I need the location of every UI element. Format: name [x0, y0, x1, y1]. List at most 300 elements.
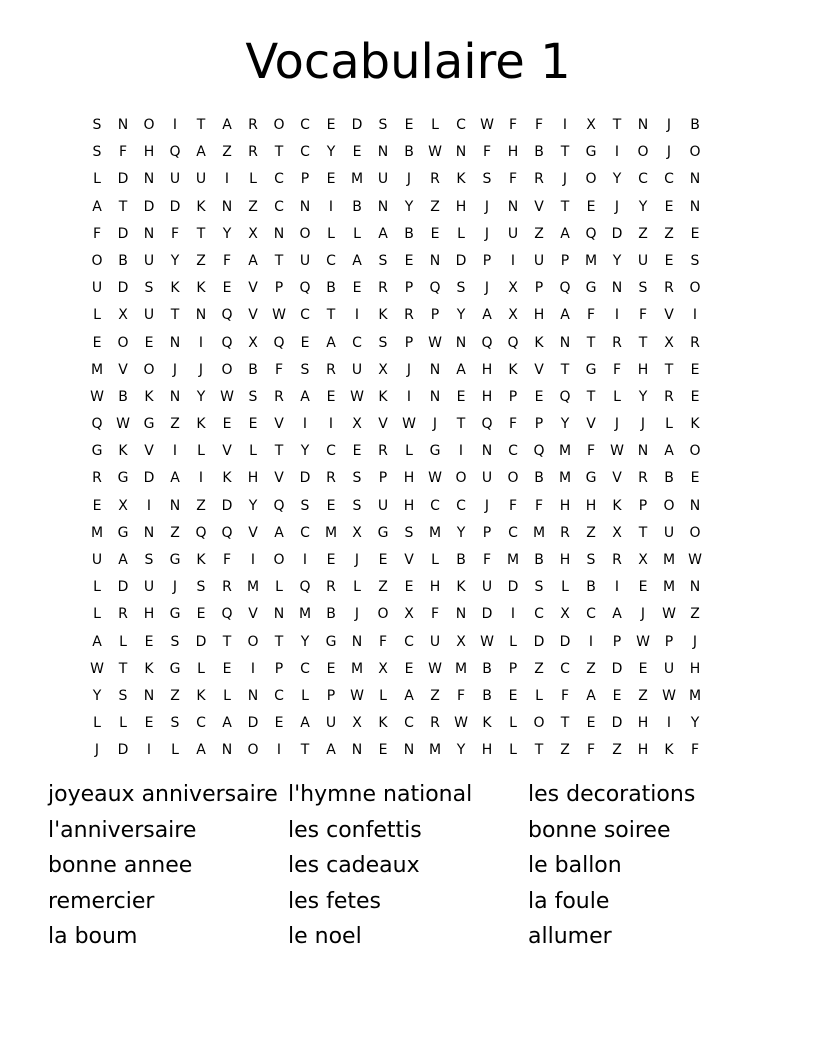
grid-letter: Z [196, 252, 206, 269]
grid-letter: A [326, 742, 336, 759]
grid-letter: M [506, 552, 520, 568]
grid-letter: F [378, 633, 388, 650]
grid-letter: M [324, 524, 338, 541]
grid-letter: E [690, 225, 700, 242]
grid-letter: O [637, 144, 649, 161]
grid-letter: W [454, 715, 468, 732]
grid-letter: Y [560, 416, 570, 433]
grid-letter: K [196, 552, 206, 568]
grid-letter: W [428, 660, 442, 677]
grid-letter: D [455, 252, 467, 269]
grid-letter: S [534, 579, 544, 596]
grid-letter: M [298, 606, 312, 623]
grid-letter: A [352, 252, 362, 269]
grid-letter: C [456, 117, 466, 133]
grid-letter: C [534, 606, 544, 623]
grid-letter: U [91, 280, 103, 297]
grid-letter: M [90, 524, 104, 541]
grid-letter: E [300, 334, 310, 351]
grid-letter: H [429, 579, 441, 596]
grid-letter: L [535, 687, 543, 704]
grid-letter: B [534, 144, 544, 161]
grid-letter: M [662, 552, 676, 568]
grid-letter: A [300, 715, 310, 732]
grid-letter: H [481, 361, 493, 378]
grid-letter: O [91, 252, 103, 269]
grid-letter: E [222, 660, 232, 677]
grid-letter: J [640, 606, 646, 623]
grid-letter: H [637, 715, 649, 732]
grid-letter: C [508, 443, 518, 460]
grid-letter: B [326, 606, 336, 623]
grid-letter: Y [638, 388, 648, 405]
grid-letter: G [429, 443, 441, 460]
grid-letter: X [612, 524, 622, 541]
grid-letter: M [558, 443, 572, 460]
grid-letter: R [404, 307, 414, 324]
grid-letter: A [248, 252, 258, 269]
grid-letter: Q [169, 144, 181, 161]
grid-letter: U [481, 470, 493, 487]
grid-letter: U [429, 633, 441, 650]
grid-letter: R [92, 470, 102, 487]
grid-letter: O [247, 633, 259, 650]
grid-letter: C [352, 334, 362, 351]
grid-letter: M [90, 361, 104, 378]
grid-letter: W [402, 416, 416, 433]
grid-letter: J [614, 416, 620, 433]
grid-letter: J [484, 497, 490, 514]
grid-letter: M [246, 579, 260, 596]
word-list-item: les cadeaux [288, 853, 420, 879]
grid-letter: E [222, 280, 232, 297]
grid-letter: C [326, 443, 336, 460]
grid-letter: R [248, 117, 258, 133]
grid-letter: E [690, 388, 700, 405]
grid-letter: A [92, 198, 102, 215]
grid-letter: O [507, 470, 519, 487]
grid-letter: L [405, 443, 413, 460]
grid-letter: Q [481, 334, 493, 351]
grid-letter: D [143, 470, 155, 487]
grid-letter: K [196, 687, 206, 704]
grid-letter: I [172, 117, 178, 133]
grid-letter: E [352, 280, 362, 297]
grid-letter: Y [300, 443, 310, 460]
grid-letter: H [143, 144, 155, 161]
grid-letter: P [274, 280, 284, 297]
grid-letter: O [663, 497, 675, 514]
grid-letter: N [377, 198, 389, 215]
grid-letter: Z [586, 524, 596, 541]
grid-letter: R [664, 388, 674, 405]
grid-letter: A [274, 524, 284, 541]
grid-letter: M [428, 524, 442, 541]
grid-letter: A [170, 470, 180, 487]
grid-letter: N [637, 443, 649, 460]
grid-letter: R [378, 443, 388, 460]
grid-letter: Y [300, 633, 310, 650]
grid-letter: F [586, 742, 596, 759]
grid-letter: R [612, 334, 622, 351]
grid-letter: L [353, 579, 361, 596]
grid-letter: O [117, 334, 129, 351]
grid-letter: V [118, 361, 128, 378]
grid-letter: K [196, 416, 206, 433]
grid-letter: F [586, 443, 596, 460]
grid-letter: Q [299, 280, 311, 297]
grid-letter: A [586, 687, 596, 704]
grid-letter: B [534, 552, 544, 568]
grid-letter: F [560, 687, 570, 704]
grid-letter: Q [559, 388, 571, 405]
word-list-item: les confettis [288, 817, 422, 843]
grid-letter: E [534, 388, 544, 405]
grid-letter: A [222, 715, 232, 732]
grid-letter: F [534, 497, 544, 514]
grid-letter: C [508, 524, 518, 541]
grid-letter: X [508, 307, 518, 324]
grid-letter: I [172, 443, 178, 460]
grid-letter: L [223, 687, 231, 704]
grid-letter: R [664, 280, 674, 297]
grid-letter: L [561, 579, 569, 596]
word-list-item: l'anniversaire [48, 817, 197, 843]
grid-letter: N [507, 198, 519, 215]
grid-letter: Q [91, 416, 103, 433]
grid-letter: U [637, 252, 649, 269]
grid-letter: H [637, 742, 649, 759]
grid-letter: Z [534, 660, 544, 677]
grid-letter: V [664, 307, 674, 324]
grid-letter: Y [248, 497, 258, 514]
grid-letter: Q [299, 579, 311, 596]
grid-letter: T [274, 443, 284, 460]
grid-letter: N [169, 388, 181, 405]
grid-letter: I [302, 416, 308, 433]
word-list-item: la boum [48, 924, 138, 950]
grid-letter: C [196, 715, 206, 732]
grid-letter: G [377, 524, 389, 541]
grid-letter: E [430, 225, 440, 242]
word-list-item: allumer [528, 924, 612, 950]
grid-letter: L [509, 715, 517, 732]
grid-letter: Y [612, 252, 622, 269]
grid-letter: K [534, 334, 544, 351]
grid-letter: F [508, 416, 518, 433]
grid-letter: D [117, 742, 129, 759]
grid-letter: D [559, 633, 571, 650]
grid-letter: G [169, 606, 181, 623]
grid-letter: E [92, 497, 102, 514]
grid-letter: V [586, 416, 596, 433]
grid-letter: A [300, 388, 310, 405]
grid-letter: Q [221, 307, 233, 324]
grid-letter: N [169, 497, 181, 514]
grid-letter: P [482, 524, 492, 541]
grid-letter: J [562, 171, 568, 188]
grid-letter: Z [222, 144, 232, 161]
grid-letter: Z [638, 687, 648, 704]
grid-letter: G [91, 443, 103, 460]
grid-letter: L [197, 660, 205, 677]
grid-letter: R [326, 579, 336, 596]
grid-letter: K [118, 443, 128, 460]
grid-letter: D [143, 198, 155, 215]
grid-letter: B [248, 361, 258, 378]
grid-letter: F [690, 742, 700, 759]
grid-letter: C [560, 660, 570, 677]
grid-letter: A [326, 334, 336, 351]
grid-letter: W [428, 470, 442, 487]
grid-letter: M [584, 252, 598, 269]
grid-letter: Y [456, 307, 466, 324]
grid-letter: P [274, 660, 284, 677]
grid-letter: E [326, 552, 336, 568]
grid-letter: U [533, 252, 545, 269]
grid-letter: S [144, 552, 154, 568]
grid-letter: B [534, 470, 544, 487]
grid-letter: R [560, 524, 570, 541]
grid-letter: P [482, 252, 492, 269]
grid-letter: K [612, 497, 622, 514]
grid-letter: R [378, 280, 388, 297]
grid-letter: I [146, 497, 152, 514]
grid-letter: E [664, 198, 674, 215]
grid-letter: G [585, 280, 597, 297]
grid-letter: K [664, 742, 674, 759]
grid-letter: O [221, 361, 233, 378]
grid-letter: R [430, 715, 440, 732]
grid-letter: F [612, 361, 622, 378]
grid-letter: I [276, 742, 282, 759]
grid-letter: K [508, 361, 518, 378]
grid-letter: M [454, 660, 468, 677]
grid-letter: J [406, 171, 412, 188]
grid-letter: S [92, 117, 102, 133]
grid-letter: T [534, 742, 544, 759]
grid-letter: L [197, 443, 205, 460]
grid-letter: Q [481, 416, 493, 433]
grid-letter: G [169, 660, 181, 677]
grid-letter: F [274, 361, 284, 378]
grid-letter: A [560, 225, 570, 242]
grid-letter: J [666, 117, 672, 133]
grid-letter: Z [612, 742, 622, 759]
grid-letter: T [586, 388, 596, 405]
grid-letter: E [326, 117, 336, 133]
grid-letter: T [118, 198, 128, 215]
grid-letter: H [637, 361, 649, 378]
grid-letter: X [248, 225, 258, 242]
grid-letter: J [354, 606, 360, 623]
grid-letter: H [689, 660, 701, 677]
grid-letter: O [273, 117, 285, 133]
grid-letter: K [456, 171, 466, 188]
grid-letter: Z [534, 225, 544, 242]
grid-letter: C [300, 524, 310, 541]
word-list [48, 777, 768, 955]
grid-letter: L [275, 579, 283, 596]
grid-letter: U [663, 660, 675, 677]
grid-letter: F [118, 144, 128, 161]
grid-letter: N [611, 280, 623, 297]
grid-letter: N [221, 742, 233, 759]
grid-letter: C [300, 117, 310, 133]
grid-letter: M [428, 742, 442, 759]
grid-letter: A [196, 144, 206, 161]
grid-letter: S [170, 633, 180, 650]
grid-letter: S [300, 361, 310, 378]
grid-letter: N [351, 742, 363, 759]
grid-letter: D [533, 633, 545, 650]
grid-letter: S [378, 334, 388, 351]
grid-letter: E [196, 606, 206, 623]
grid-letter: F [482, 144, 492, 161]
grid-letter: C [664, 171, 674, 188]
grid-letter: G [117, 524, 129, 541]
grid-letter: T [638, 524, 648, 541]
grid-letter: N [481, 443, 493, 460]
grid-letter: C [404, 633, 414, 650]
grid-letter: X [118, 497, 128, 514]
grid-letter: L [171, 742, 179, 759]
grid-letter: T [612, 117, 622, 133]
grid-letter: F [508, 497, 518, 514]
grid-letter: M [662, 579, 676, 596]
grid-letter: P [326, 687, 336, 704]
grid-letter: I [328, 416, 334, 433]
grid-letter: Q [273, 334, 285, 351]
grid-letter: V [404, 552, 414, 568]
grid-letter: D [481, 606, 493, 623]
grid-letter: R [534, 171, 544, 188]
grid-letter: F [170, 225, 180, 242]
grid-letter: L [249, 443, 257, 460]
grid-letter: A [612, 606, 622, 623]
grid-letter: A [118, 552, 128, 568]
grid-letter: Y [326, 144, 336, 161]
grid-letter: A [196, 742, 206, 759]
grid-letter: J [94, 742, 100, 759]
grid-letter: E [378, 742, 388, 759]
grid-letter: C [586, 606, 596, 623]
grid-letter: N [299, 198, 311, 215]
word-list-item: remercier [48, 888, 155, 914]
grid-letter: P [534, 416, 544, 433]
grid-letter: P [508, 388, 518, 405]
grid-letter: L [431, 117, 439, 133]
grid-letter: N [455, 606, 467, 623]
grid-letter: W [90, 660, 104, 677]
grid-letter: P [534, 280, 544, 297]
grid-letter: J [172, 579, 178, 596]
grid-letter: M [688, 687, 702, 704]
grid-letter: R [118, 606, 128, 623]
grid-letter: I [250, 552, 256, 568]
grid-letter: S [586, 552, 596, 568]
grid-letter: E [690, 470, 700, 487]
grid-letter: R [274, 388, 284, 405]
grid-letter: Q [559, 280, 571, 297]
grid-letter: Q [195, 524, 207, 541]
grid-letter: Y [690, 715, 700, 732]
word-list-item: le ballon [528, 853, 622, 879]
grid-letter: Q [507, 334, 519, 351]
grid-letter: E [92, 334, 102, 351]
grid-letter: C [300, 144, 310, 161]
grid-letter: E [326, 497, 336, 514]
grid-letter: T [560, 144, 570, 161]
grid-letter: J [432, 416, 438, 433]
word-search-grid [84, 112, 708, 765]
grid-letter: D [611, 660, 623, 677]
grid-letter: Z [170, 416, 180, 433]
grid-letter: A [92, 633, 102, 650]
grid-letter: L [119, 715, 127, 732]
grid-letter: L [119, 633, 127, 650]
grid-letter: W [272, 307, 286, 324]
grid-letter: S [690, 252, 700, 269]
grid-letter: R [326, 361, 336, 378]
grid-letter: L [431, 552, 439, 568]
grid-letter: H [559, 497, 571, 514]
grid-letter: P [430, 307, 440, 324]
grid-letter: Z [170, 687, 180, 704]
grid-letter: U [143, 307, 155, 324]
grid-letter: N [143, 225, 155, 242]
grid-letter: K [196, 198, 206, 215]
grid-letter: E [612, 687, 622, 704]
grid-letter: H [481, 742, 493, 759]
grid-letter: I [510, 606, 516, 623]
grid-letter: C [404, 715, 414, 732]
grid-letter: K [378, 715, 388, 732]
grid-letter: O [533, 715, 545, 732]
grid-letter: W [350, 388, 364, 405]
grid-letter: T [300, 742, 310, 759]
grid-letter: B [326, 280, 336, 297]
grid-letter: T [586, 334, 596, 351]
word-list-item: bonne soiree [528, 817, 671, 843]
grid-letter: W [90, 388, 104, 405]
grid-letter: J [614, 198, 620, 215]
grid-letter: W [610, 443, 624, 460]
grid-letter: H [455, 198, 467, 215]
grid-letter: V [378, 416, 388, 433]
grid-letter: O [689, 524, 701, 541]
grid-letter: Y [638, 198, 648, 215]
grid-letter: N [377, 144, 389, 161]
grid-letter: C [326, 252, 336, 269]
grid-letter: A [456, 361, 466, 378]
grid-letter: J [406, 361, 412, 378]
grid-letter: T [222, 633, 232, 650]
grid-letter: X [378, 361, 388, 378]
grid-letter: U [351, 361, 363, 378]
grid-letter: W [428, 334, 442, 351]
grid-letter: F [92, 225, 102, 242]
grid-letter: R [612, 552, 622, 568]
grid-letter: T [274, 144, 284, 161]
grid-letter: H [403, 497, 415, 514]
grid-letter: E [326, 171, 336, 188]
grid-letter: J [666, 144, 672, 161]
grid-letter: I [198, 334, 204, 351]
grid-letter: Y [222, 225, 232, 242]
word-list-item: la foule [528, 888, 610, 914]
grid-letter: Z [248, 198, 258, 215]
